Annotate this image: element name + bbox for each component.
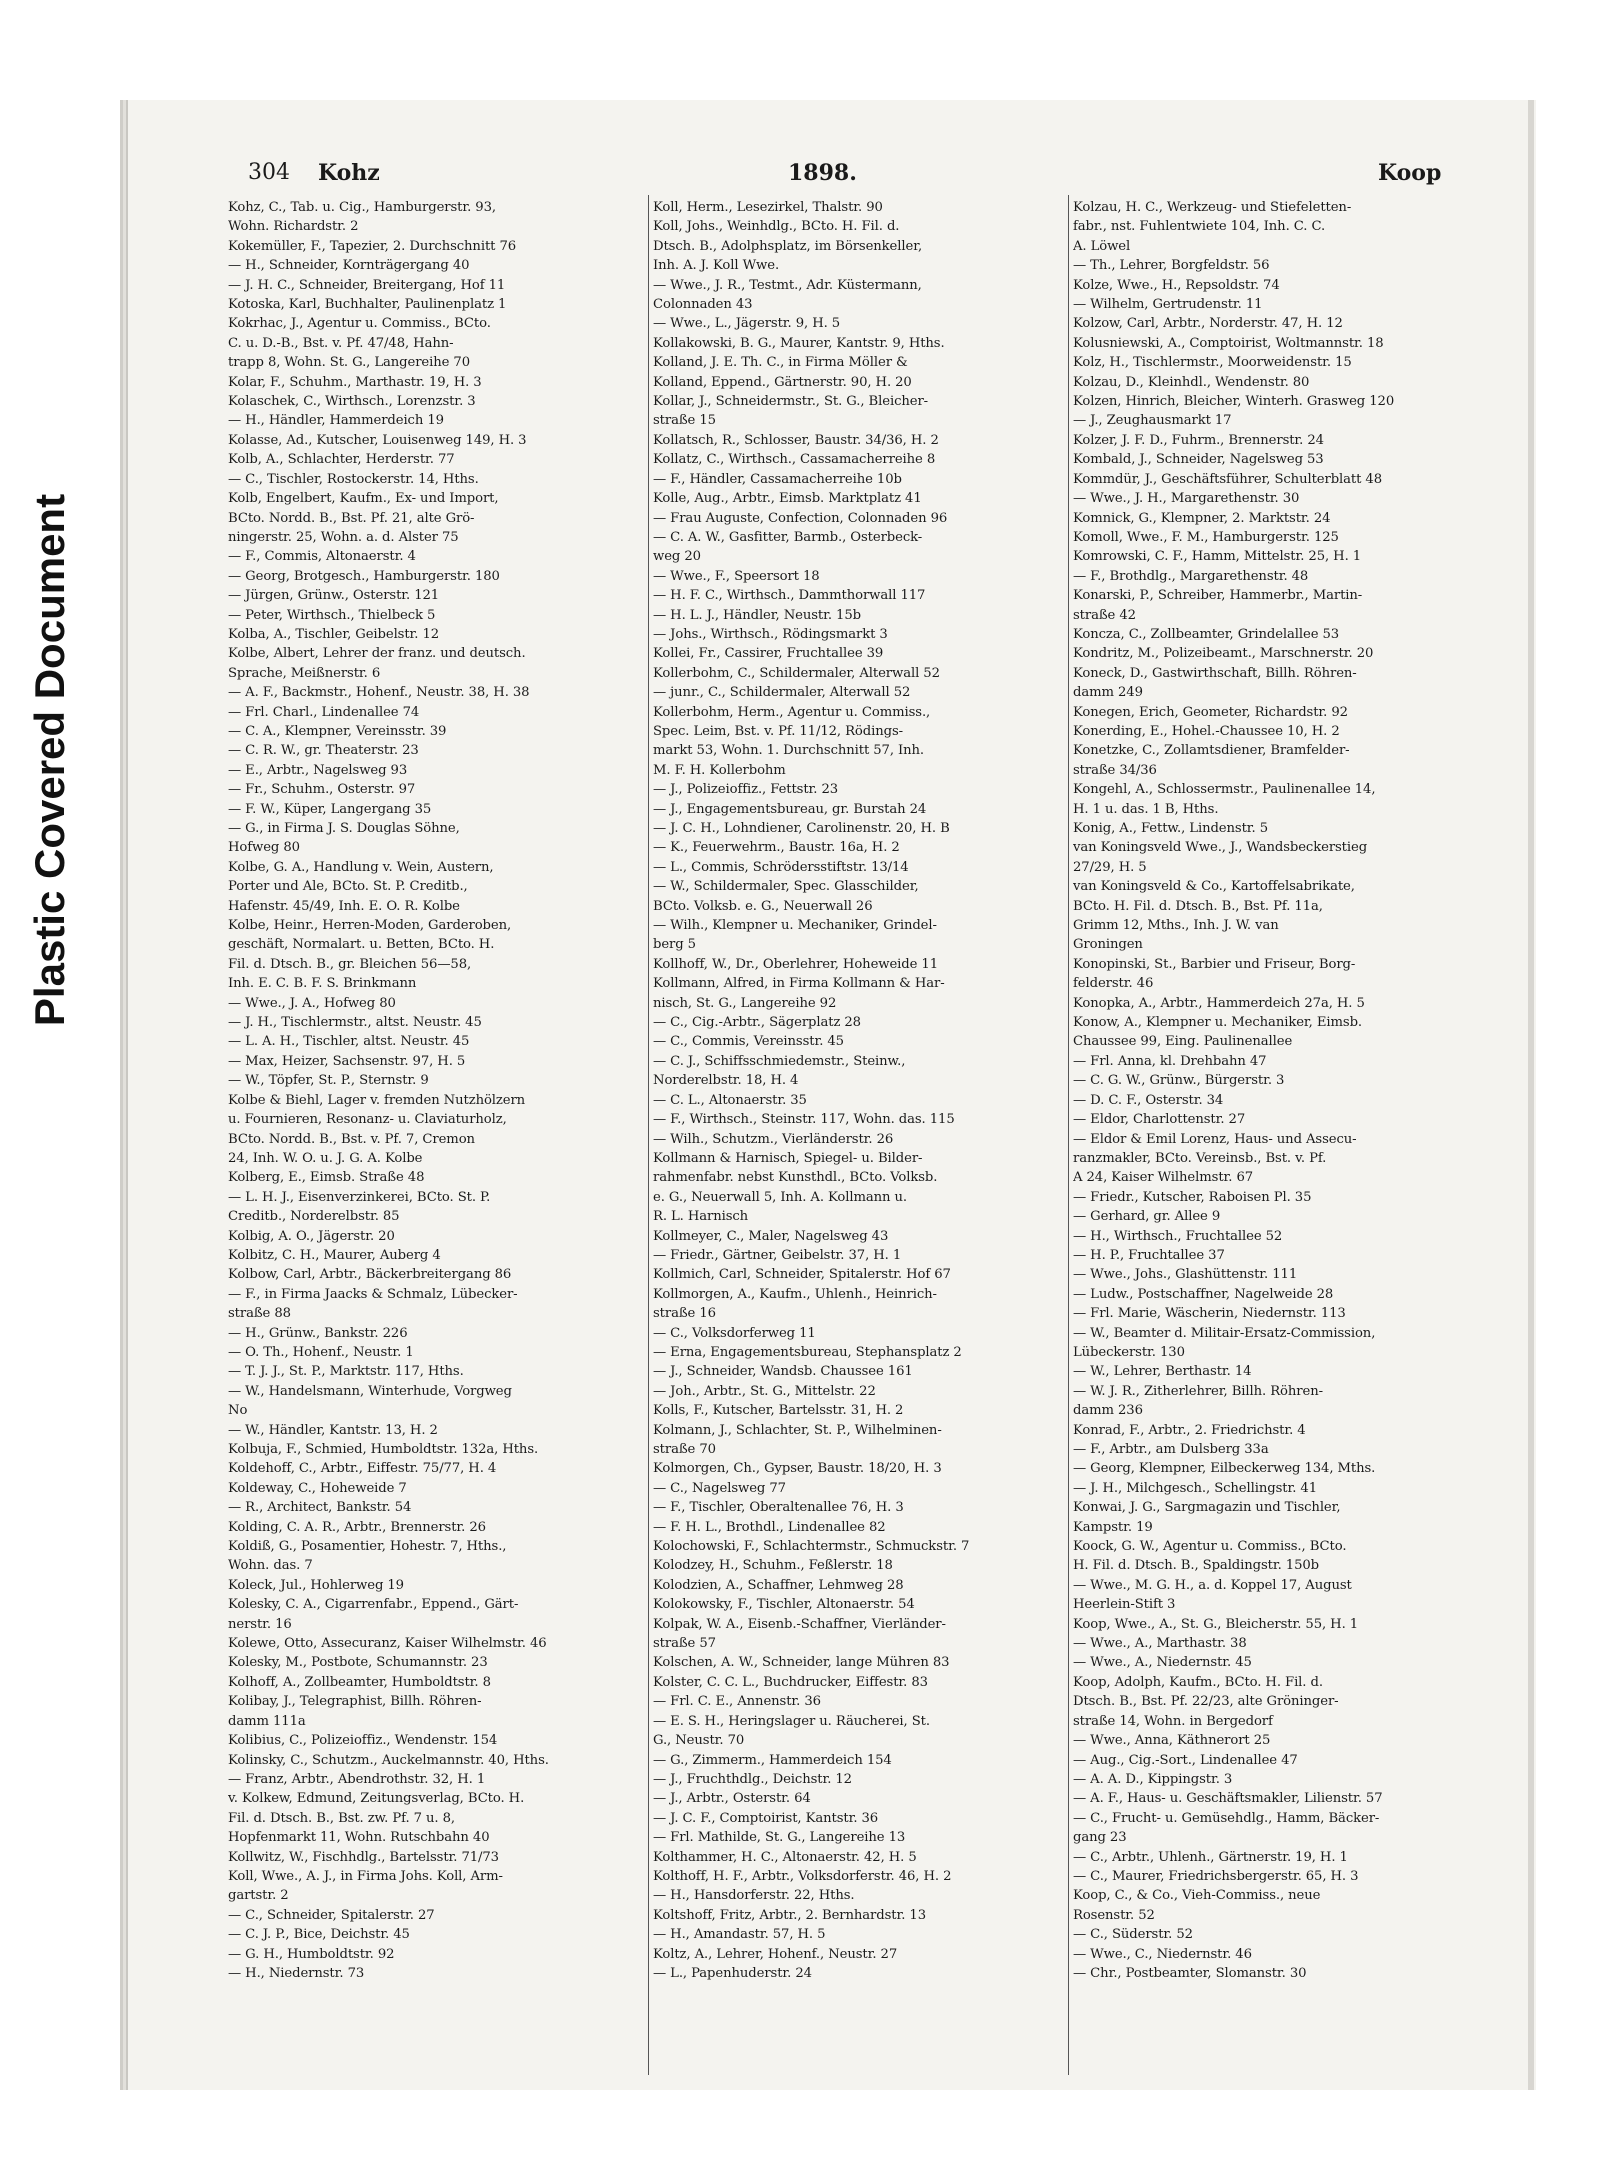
directory-entry-line: — C., Tischler, Rostockerstr. 14, Hths. (228, 471, 479, 487)
directory-entry-line: Konig, A., Fettw., Lindenstr. 5 (1073, 821, 1269, 836)
directory-entry-line: Sprache, Meißnerstr. 6 (228, 665, 381, 681)
directory-entry-line: Konrad, F., Arbtr., 2. Friedrichstr. 4 (1073, 1422, 1306, 1438)
directory-entry-line: — J., Engagementsbureau, gr. Burstah 24 (653, 801, 927, 817)
directory-entry-line: — W., Lehrer, Berthastr. 14 (1073, 1364, 1252, 1380)
directory-entry-line: — Wwe., F., Speersort 18 (653, 568, 820, 584)
directory-entry-line: — L., Papenhuderstr. 24 (653, 1965, 812, 1981)
directory-entry-line: No (228, 1403, 248, 1419)
directory-entry-line: — W., Händler, Kantstr. 13, H. 2 (228, 1422, 438, 1438)
directory-entry-line: Kampstr. 19 (1073, 1519, 1153, 1535)
directory-entry-line: BCto. H. Fil. d. Dtsch. B., Bst. Pf. 11a, (1073, 898, 1323, 914)
directory-entry-line: ningerstr. 25, Wohn. a. d. Alster 75 (228, 529, 459, 545)
directory-entry-line: Grimm 12, Mths., Inh. J. W. van (1073, 918, 1279, 934)
directory-entry-line: Hafenstr. 45/49, Inh. E. O. R. Kolbe (228, 898, 460, 914)
directory-entry-line: — C. G. W., Grünw., Bürgerstr. 3 (1073, 1073, 1285, 1089)
directory-entry-line: — H., Grünw., Bankstr. 226 (228, 1325, 408, 1341)
directory-entry-line: Kombald, J., Schneider, Nagelsweg 53 (1073, 452, 1324, 468)
directory-entry-line: Kokemüller, F., Tapezier, 2. Durchschnitt 76 (228, 238, 517, 254)
directory-column-1 (228, 198, 648, 1983)
directory-entry-line: — J., Schneider, Wandsb. Chaussee 161 (653, 1364, 913, 1380)
directory-entry-line: Koldehoff, C., Arbtr., Eiffestr. 75/77, H. 4 (228, 1461, 497, 1477)
directory-entry-line: — R., Architect, Bankstr. 54 (228, 1500, 412, 1516)
directory-entry-line: Colonnaden 43 (653, 297, 753, 313)
directory-entry-line: — Franz, Arbtr., Abendrothstr. 32, H. 1 (228, 1771, 486, 1787)
directory-entry-line: Koltshoff, Fritz, Arbtr., 2. Bernhardstr. 13 (653, 1907, 926, 1923)
directory-entry-line: — F., Händler, Cassamacherreihe 10b (653, 471, 902, 487)
directory-entry-line: — D. C. F., Osterstr. 34 (1073, 1092, 1224, 1108)
directory-entry-line: Koock, G. W., Agentur u. Commiss., BCto. (1073, 1539, 1347, 1555)
directory-entry-line: — E. S. H., Heringslager u. Räucherei, St. (653, 1713, 930, 1729)
directory-entry-line: Kokrhac, J., Agentur u. Commiss., BCto. (228, 316, 491, 332)
directory-entry-line: — Wwe., M. G. H., a. d. Koppel 17, August (1073, 1577, 1352, 1593)
directory-entry-line: Kolibius, C., Polizeioffiz., Wendenstr. 154 (228, 1733, 498, 1749)
directory-entry-line: — junr., C., Schildermaler, Alterwall 52 (653, 685, 911, 701)
directory-entry-line: straße 42 (1073, 607, 1136, 623)
directory-entry-line: Kolodzey, H., Schuhm., Feßlerstr. 18 (653, 1558, 893, 1574)
header-right-word: Koop (1378, 160, 1442, 186)
directory-entry-line: Kotoska, Karl, Buchhalter, Paulinenplatz 1 (228, 297, 507, 313)
directory-entry-line: — T. J. J., St. P., Marktstr. 117, Hths. (228, 1364, 464, 1380)
directory-entry-line: Konegen, Erich, Geometer, Richardstr. 92 (1073, 704, 1348, 720)
directory-entry-line: — L. A. H., Tischler, altst. Neustr. 45 (228, 1034, 470, 1050)
directory-entry-line: — Wwe., Anna, Käthnerort 25 (1073, 1733, 1271, 1749)
directory-entry-line: Koldeway, C., Hoheweide 7 (228, 1480, 407, 1496)
directory-entry-line: gang 23 (1073, 1830, 1127, 1846)
directory-entry-line: Kollmorgen, A., Kaufm., Uhlenh., Heinrich- (653, 1286, 937, 1302)
directory-entry-line: Chaussee 99, Eing. Paulinenallee (1073, 1034, 1293, 1050)
directory-entry-line: Koll, Herm., Lesezirkel, Thalstr. 90 (653, 200, 883, 215)
directory-entry-line: Norderelbstr. 18, H. 4 (653, 1073, 799, 1089)
directory-entry-line: Kolbow, Carl, Arbtr., Bäckerbreitergang 86 (228, 1267, 512, 1283)
directory-entry-line: Koltz, A., Lehrer, Hohenf., Neustr. 27 (653, 1946, 898, 1962)
directory-entry-line: Kolze, Wwe., H., Repsoldstr. 74 (1073, 277, 1280, 293)
directory-entry-line: geschäft, Normalart. u. Betten, BCto. H. (228, 937, 495, 953)
directory-entry-line: Kolzow, Carl, Arbtr., Norderstr. 47, H. 12 (1073, 316, 1343, 332)
directory-entry-line: e. G., Neuerwall 5, Inh. A. Kollmann u. (653, 1189, 908, 1205)
directory-entry-line: H. Fil. d. Dtsch. B., Spaldingstr. 150b (1073, 1558, 1320, 1574)
directory-entry-line: Hofweg 80 (228, 840, 300, 856)
directory-entry-line: 24, Inh. W. O. u. J. G. A. Kolbe (228, 1150, 423, 1166)
directory-entry-line: — Fr., Schuhm., Osterstr. 97 (228, 782, 416, 798)
directory-entry-line: Komoll, Wwe., F. M., Hamburgerstr. 125 (1073, 529, 1339, 545)
directory-entry-line: — J. H., Milchgesch., Schellingstr. 41 (1073, 1480, 1317, 1496)
directory-entry-line: Konerding, E., Hohel.-Chaussee 10, H. 2 (1073, 723, 1340, 739)
directory-entry-line: Komrowski, C. F., Hamm, Mittelstr. 25, H. 1 (1073, 549, 1362, 565)
directory-entry-line: van Koningsveld & Co., Kartoffelsabrikate, (1073, 879, 1355, 895)
directory-entry-line: Koncza, C., Zollbeamter, Grindelallee 53 (1073, 626, 1340, 642)
directory-entry-line: rahmenfabr. nebst Kunsthdl., BCto. Volksb. (653, 1170, 938, 1186)
directory-entry-line: damm 111a (228, 1713, 306, 1729)
directory-entry-line: — C., Schneider, Spitalerstr. 27 (228, 1907, 435, 1923)
directory-entry-line: — C., Volksdorferweg 11 (653, 1325, 816, 1341)
directory-entry-line: Kolewe, Otto, Assecuranz, Kaiser Wilhelmstr. 46 (228, 1636, 547, 1652)
directory-entry-line: Konetzke, C., Zollamtsdiener, Bramfelder- (1073, 743, 1350, 759)
directory-entry-line: — H., Amandastr. 57, H. 5 (653, 1927, 826, 1943)
directory-entry-line: — J., Fruchthdlg., Deichstr. 12 (653, 1771, 852, 1787)
directory-entry-line: Hopfenmarkt 11, Wohn. Rutschbahn 40 (228, 1830, 490, 1846)
directory-entry-line: damm 249 (1073, 685, 1143, 701)
directory-entry-line: Kollakowski, B. G., Maurer, Kantstr. 9, Hths. (653, 335, 945, 351)
directory-column-2 (653, 198, 1073, 1983)
directory-entry-line: Kollmich, Carl, Schneider, Spitalerstr. Hof 67 (653, 1267, 951, 1283)
directory-entry-line: Koop, C., & Co., Vieh-Commiss., neue (1073, 1888, 1321, 1904)
directory-entry-line: fabr., nst. Fuhlentwiete 104, Inh. C. C. (1073, 219, 1326, 235)
directory-entry-line: — L. H. J., Eisenverzinkerei, BCto. St. P. (228, 1189, 491, 1205)
directory-entry-line: — Erna, Engagementsbureau, Stephansplatz 2 (653, 1344, 962, 1360)
directory-entry-line: Kohz, C., Tab. u. Cig., Hamburgerstr. 93, (228, 200, 496, 215)
directory-entry-line: Kolb, A., Schlachter, Herderstr. 77 (228, 452, 455, 468)
directory-entry-line: — Wwe., C., Niedernstr. 46 (1073, 1946, 1252, 1962)
directory-entry-line: R. L. Harnisch (653, 1209, 749, 1225)
directory-entry-line: — Wwe., J. R., Testmt., Adr. Küstermann, (653, 277, 922, 293)
directory-entry-line: Kolb, Engelbert, Kaufm., Ex- und Import, (228, 491, 499, 507)
directory-column-3 (1073, 198, 1493, 1983)
directory-entry-line: — J. H. C., Schneider, Breitergang, Hof 11 (228, 277, 506, 293)
directory-entry-line: Kolmann, J., Schlachter, St. P., Wilhelminen- (653, 1422, 942, 1438)
header-left-word: Kohz (318, 160, 380, 186)
directory-entry-line: — H. L. J., Händler, Neustr. 15b (653, 607, 861, 623)
page-number: 304 (248, 160, 290, 185)
directory-entry-line: Kondritz, M., Polizeibeamt., Marschnerstr. 20 (1073, 646, 1374, 662)
directory-entry-line: — G., in Firma J. S. Douglas Söhne, (228, 821, 460, 836)
page-header (248, 160, 1442, 200)
directory-entry-line: Dtsch. B., Bst. Pf. 22/23, alte Gröninger- (1073, 1694, 1339, 1710)
directory-entry-line: — Friedr., Kutscher, Raboisen Pl. 35 (1073, 1189, 1312, 1205)
directory-entry-line: — F., Tischler, Oberaltenallee 76, H. 3 (653, 1500, 904, 1516)
directory-entry-line: — Wilh., Schutzm., Vierländerstr. 26 (653, 1131, 894, 1147)
directory-entry-line: — C. J., Schiffsschmiedemstr., Steinw., (653, 1053, 906, 1069)
directory-entry-line: Kolpak, W. A., Eisenb.-Schaffner, Vierländer- (653, 1616, 946, 1632)
directory-entry-line: — W. J. R., Zitherlehrer, Billh. Röhren- (1073, 1383, 1323, 1399)
directory-entry-line: Fil. d. Dtsch. B., gr. Bleichen 56—58, (228, 956, 472, 972)
directory-entry-line: Lübeckerstr. 130 (1073, 1344, 1185, 1360)
directory-entry-line: — J., Polizeioffiz., Fettstr. 23 (653, 782, 839, 798)
directory-entry-line: — Peter, Wirthsch., Thielbeck 5 (228, 607, 436, 623)
directory-entry-line: Koll, Wwe., A. J., in Firma Johs. Koll, Arm- (228, 1868, 503, 1884)
directory-entry-line: Kolbuja, F., Schmied, Humboldtstr. 132a, Hths. (228, 1442, 539, 1457)
directory-entry-line: Kolesky, M., Postbote, Schumannstr. 23 (228, 1655, 488, 1671)
directory-entry-line: weg 20 (653, 549, 701, 565)
directory-entry-line: Kolzau, D., Kleinhdl., Wendenstr. 80 (1073, 374, 1310, 390)
directory-entry-line: — H., Hansdorferstr. 22, Hths. (653, 1888, 855, 1904)
directory-entry-line: — A. F., Haus- u. Geschäftsmakler, Lilienstr. 57 (1073, 1791, 1383, 1807)
directory-entry-line: — H., Wirthsch., Fruchtallee 52 (1073, 1228, 1283, 1244)
directory-entry-line: Kolaschek, C., Wirthsch., Lorenzstr. 3 (228, 394, 476, 410)
directory-entry-line: A 24, Kaiser Wilhelmstr. 67 (1073, 1170, 1254, 1186)
directory-entry-line: — Georg, Klempner, Eilbeckerweg 134, Mths. (1073, 1461, 1376, 1477)
directory-entry-line: — J. C. F., Comptoirist, Kantstr. 36 (653, 1810, 879, 1826)
directory-entry-line: Kollhoff, W., Dr., Oberlehrer, Hoheweide 11 (653, 956, 938, 972)
directory-entry-line: straße 70 (653, 1442, 716, 1457)
directory-entry-line: — L., Commis, Schrödersstiftstr. 13/14 (653, 859, 909, 875)
directory-entry-line: — Georg, Brotgesch., Hamburgerstr. 180 (228, 568, 500, 584)
directory-entry-line: — Wwe., J. A., Hofweg 80 (228, 995, 396, 1011)
directory-entry-line: Konwai, J. G., Sargmagazin und Tischler, (1073, 1500, 1341, 1516)
directory-entry-line: G., Neustr. 70 (653, 1733, 745, 1749)
directory-entry-line: Kolbig, A. O., Jägerstr. 20 (228, 1228, 395, 1244)
directory-entry-line: — Max, Heizer, Sachsenstr. 97, H. 5 (228, 1053, 466, 1069)
directory-entry-line: — C. A. W., Gasfitter, Barmb., Osterbeck- (653, 529, 923, 545)
directory-entry-line: straße 57 (653, 1636, 716, 1652)
directory-entry-line: Kolasse, Ad., Kutscher, Louisenweg 149, H. 3 (228, 432, 527, 448)
directory-entry-line: Konarski, P., Schreiber, Hammerbr., Martin- (1073, 588, 1363, 604)
directory-entry-line: H. 1 u. das. 1 B, Hths. (1073, 801, 1219, 817)
directory-entry-line: Kolzer, J. F. D., Fuhrm., Brennerstr. 24 (1073, 432, 1324, 448)
directory-entry-line: Kolland, Eppend., Gärtnerstr. 90, H. 20 (653, 374, 912, 390)
directory-entry-line: — Wwe., J. H., Margarethenstr. 30 (1073, 491, 1300, 507)
directory-entry-line: Fil. d. Dtsch. B., Bst. zw. Pf. 7 u. 8, (228, 1810, 455, 1826)
directory-entry-line: — Eldor, Charlottenstr. 27 (1073, 1112, 1246, 1128)
column-divider (648, 195, 649, 2075)
directory-entry-line: — F., Brothdlg., Margarethenstr. 48 (1073, 568, 1309, 584)
directory-entry-line: Spec. Leim, Bst. v. Pf. 11/12, Rödings- (653, 723, 903, 739)
directory-entry-line: Kolding, C. A. R., Arbtr., Brennerstr. 26 (228, 1519, 486, 1535)
directory-entry-line: van Koningsveld Wwe., J., Wandsbeckerstieg (1073, 840, 1368, 856)
directory-entry-line: Kolba, A., Tischler, Geibelstr. 12 (228, 626, 440, 642)
directory-entry-line: — C., Commis, Vereinsstr. 45 (653, 1034, 844, 1050)
directory-entry-line: — J., Zeughausmarkt 17 (1073, 413, 1232, 429)
directory-entry-line: Koop, Wwe., A., St. G., Bleicherstr. 55, H. 1 (1073, 1616, 1359, 1632)
directory-entry-line: Kolzen, Hinrich, Bleicher, Winterh. Grasweg 120 (1073, 394, 1395, 410)
directory-entry-line: Kollatz, C., Wirthsch., Cassamacherreihe 8 (653, 452, 936, 468)
directory-entry-line: — Wilh., Klempner u. Mechaniker, Grindel- (653, 918, 937, 934)
directory-entry-line: — G. H., Humboldtstr. 92 (228, 1946, 395, 1962)
directory-entry-line: Wohn. das. 7 (228, 1558, 313, 1574)
directory-entry-line: trapp 8, Wohn. St. G., Langereihe 70 (228, 355, 470, 371)
directory-entry-line: — C. A., Klempner, Vereinsstr. 39 (228, 723, 447, 739)
directory-entry-line: 27/29, H. 5 (1073, 859, 1147, 875)
directory-entry-line: — F. W., Küper, Langergang 35 (228, 801, 432, 817)
directory-entry-line: Heerlein-Stift 3 (1073, 1597, 1176, 1613)
directory-entry-line: berg 5 (653, 937, 696, 953)
directory-entry-line: M. F. H. Kollerbohm (653, 762, 786, 778)
directory-entry-line: — C., Frucht- u. Gemüsehdlg., Hamm, Bäcker- (1073, 1810, 1380, 1826)
directory-entry-line: Kollerbohm, C., Schildermaler, Alterwall 52 (653, 665, 940, 681)
directory-entry-line: BCto. Nordd. B., Bst. v. Pf. 7, Cremon (228, 1131, 475, 1147)
directory-entry-line: — Wwe., A., Niedernstr. 45 (1073, 1655, 1252, 1671)
directory-entry-line: — H., Niedernstr. 73 (228, 1965, 365, 1981)
directory-entry-line: Kolle, Aug., Arbtr., Eimsb. Marktplatz 41 (653, 491, 922, 507)
directory-entry-line: Koleck, Jul., Hohlerweg 19 (228, 1577, 404, 1593)
directory-entry-line: Kollerbohm, Herm., Agentur u. Commiss., (653, 704, 931, 720)
directory-entry-line: — Gerhard, gr. Allee 9 (1073, 1209, 1221, 1225)
directory-entry-line: — F. H. L., Brothdl., Lindenallee 82 (653, 1519, 886, 1535)
directory-entry-line: Kolbitz, C. H., Maurer, Auberg 4 (228, 1247, 441, 1263)
directory-entry-line: — C. R. W., gr. Theaterstr. 23 (228, 743, 419, 759)
directory-entry-line: u. Fournieren, Resonanz- u. Claviaturholz, (228, 1112, 507, 1128)
directory-entry-line: Dtsch. B., Adolphsplatz, im Börsenkeller, (653, 238, 923, 254)
directory-entry-line: — C., Nagelsweg 77 (653, 1480, 786, 1496)
directory-entry-line: Kollei, Fr., Cassirer, Fruchtallee 39 (653, 646, 884, 662)
directory-entry-line: — K., Feuerwehrm., Baustr. 16a, H. 2 (653, 840, 900, 856)
directory-entry-line: Kollmeyer, C., Maler, Nagelsweg 43 (653, 1228, 889, 1244)
directory-entry-line: Inh. E. C. B. F. S. Brinkmann (228, 976, 417, 992)
directory-entry-line: Kollmann & Harnisch, Spiegel- u. Bilder- (653, 1150, 923, 1166)
directory-entry-line: damm 236 (1073, 1403, 1143, 1419)
directory-entry-line: — Chr., Postbeamter, Slomanstr. 30 (1073, 1965, 1307, 1981)
directory-entry-line: — J., Arbtr., Osterstr. 64 (653, 1791, 811, 1807)
directory-entry-line: Kolls, F., Kutscher, Bartelsstr. 31, H. 2 (653, 1403, 904, 1419)
directory-entry-line: — C., Maurer, Friedrichsbergerstr. 65, H. 3 (1073, 1868, 1359, 1884)
directory-entry-line: BCto. Volksb. e. G., Neuerwall 26 (653, 898, 873, 914)
directory-entry-line: Kolberg, E., Eimsb. Straße 48 (228, 1170, 425, 1186)
directory-entry-line: Groningen (1073, 937, 1143, 953)
directory-entry-line: — J. H., Tischlermstr., altst. Neustr. 45 (228, 1015, 482, 1031)
directory-entry-line: Kolokowsky, F., Tischler, Altonaerstr. 54 (653, 1597, 915, 1613)
directory-entry-line: — F., in Firma Jaacks & Schmalz, Lübecker- (228, 1286, 518, 1302)
directory-entry-line: Kolzau, H. C., Werkzeug- und Stiefeletten- (1073, 200, 1352, 215)
directory-entry-line: Koneck, D., Gastwirthschaft, Billh. Röhren- (1073, 665, 1357, 681)
directory-entry-line: — H. P., Fruchtallee 37 (1073, 1247, 1225, 1263)
directory-entry-line: Wohn. Richardstr. 2 (228, 219, 359, 235)
directory-entry-line: straße 15 (653, 413, 716, 429)
directory-entry-line: — Frl. Charl., Lindenallee 74 (228, 704, 420, 720)
directory-entry-line: — Th., Lehrer, Borgfeldstr. 56 (1073, 258, 1270, 274)
side-label (8, 360, 92, 1160)
directory-entry-line: Kolthammer, H. C., Altonaerstr. 42, H. 5 (653, 1849, 917, 1865)
directory-entry-line: — A. F., Backmstr., Hohenf., Neustr. 38, H. 38 (228, 685, 530, 701)
directory-entry-line: Kolbe & Biehl, Lager v. fremden Nutzhölzern (228, 1092, 526, 1108)
directory-entry-line: Porter und Ale, BCto. St. P. Creditb., (228, 879, 468, 895)
directory-entry-line: Kommdür, J., Geschäftsführer, Schulterblatt 48 (1073, 471, 1382, 487)
directory-entry-line: — W., Töpfer, St. P., Sternstr. 9 (228, 1073, 429, 1089)
directory-entry-line: — Wilhelm, Gertrudenstr. 11 (1073, 297, 1263, 313)
directory-entry-line: — C., Süderstr. 52 (1073, 1927, 1193, 1943)
side-label-text: Plastic Covered Document (26, 493, 74, 1027)
directory-entry-line: — Frl. C. E., Annenstr. 36 (653, 1694, 821, 1710)
directory-entry-line: — Frl. Mathilde, St. G., Langereihe 13 (653, 1830, 906, 1846)
directory-entry-line: Rosenstr. 52 (1073, 1907, 1155, 1923)
directory-entry-line: Kolusniewski, A., Comptoirist, Woltmannstr. 18 (1073, 335, 1384, 351)
directory-entry-line: — E., Arbtr., Nagelsweg 93 (228, 762, 408, 778)
directory-entry-line: Kolochowski, F., Schlachtermstr., Schmuckstr. 7 (653, 1539, 970, 1555)
directory-entry-line: — Joh., Arbtr., St. G., Mittelstr. 22 (653, 1383, 876, 1399)
directory-entry-line: — Aug., Cig.-Sort., Lindenallee 47 (1073, 1752, 1298, 1768)
directory-entry-line: — Wwe., A., Marthastr. 38 (1073, 1636, 1247, 1652)
directory-entry-line: straße 34/36 (1073, 762, 1157, 778)
directory-entry-line: Komnick, G., Klempner, 2. Marktstr. 24 (1073, 510, 1331, 526)
directory-entry-line: Kolthoff, H. F., Arbtr., Volksdorferstr. 46, H. 2 (653, 1868, 952, 1884)
directory-entry-line: — W., Beamter d. Militair-Ersatz-Commission, (1073, 1325, 1376, 1341)
page-edge (1528, 100, 1534, 2090)
directory-entry-line: — A. A. D., Kippingstr. 3 (1073, 1771, 1233, 1787)
directory-entry-line: — Friedr., Gärtner, Geibelstr. 37, H. 1 (653, 1247, 902, 1263)
directory-entry-line: — Frau Auguste, Confection, Colonnaden 96 (653, 510, 948, 526)
directory-entry-line: gartstr. 2 (228, 1888, 289, 1904)
directory-entry-line: Koldiß, G., Posamentier, Hohestr. 7, Hths., (228, 1539, 507, 1555)
directory-entry-line: — Jürgen, Grünw., Osterstr. 121 (228, 588, 440, 604)
directory-entry-line: Kolland, J. E. Th. C., in Firma Möller & (653, 355, 908, 371)
directory-entry-line: — W., Handelsmann, Winterhude, Vorgweg (228, 1383, 512, 1399)
directory-entry-line: straße 14, Wohn. in Bergedorf (1073, 1713, 1273, 1729)
header-year: 1898. (788, 160, 857, 186)
directory-entry-line: — O. Th., Hohenf., Neustr. 1 (228, 1344, 414, 1360)
directory-entry-line: — H., Händler, Hammerdeich 19 (228, 413, 444, 429)
directory-entry-line: — Frl. Anna, kl. Drehbahn 47 (1073, 1053, 1267, 1069)
directory-entry-line: C. u. D.-B., Bst. v. Pf. 47/48, Hahn- (228, 335, 454, 351)
directory-entry-line: v. Kolkew, Edmund, Zeitungsverlag, BCto. H. (228, 1791, 525, 1807)
directory-entry-line: — Ludw., Postschaffner, Nagelweide 28 (1073, 1286, 1334, 1302)
directory-entry-line: — C., Cig.-Arbtr., Sägerplatz 28 (653, 1015, 861, 1031)
directory-entry-line: straße 88 (228, 1306, 291, 1322)
directory-entry-line: Kolmorgen, Ch., Gypser, Baustr. 18/20, H. 3 (653, 1461, 942, 1477)
directory-entry-line: nerstr. 16 (228, 1616, 292, 1632)
directory-entry-line: — C. L., Altonaerstr. 35 (653, 1092, 807, 1108)
directory-entry-line: — C., Arbtr., Uhlenh., Gärtnerstr. 19, H. 1 (1073, 1849, 1348, 1865)
directory-entry-line: Kongehl, A., Schlossermstr., Paulinenallee 14, (1073, 782, 1376, 798)
directory-entry-line: Kolbe, G. A., Handlung v. Wein, Austern, (228, 859, 494, 875)
directory-entry-line: Kolibay, J., Telegraphist, Billh. Röhren- (228, 1694, 482, 1710)
directory-entry-line: Inh. A. J. Koll Wwe. (653, 258, 780, 274)
directory-entry-line: — J. C. H., Lohndiener, Carolinenstr. 20, H. B (653, 821, 950, 836)
directory-entry-line: Kolster, C. C. L., Buchdrucker, Eiffestr. 83 (653, 1674, 928, 1690)
directory-entry-line: Kolschen, A. W., Schneider, lange Mühren 83 (653, 1655, 950, 1671)
directory-entry-line: Kolar, F., Schuhm., Marthastr. 19, H. 3 (228, 374, 482, 390)
directory-entry-line: — C. J. P., Bice, Deichstr. 45 (228, 1927, 410, 1943)
directory-entry-line: Kollmann, Alfred, in Firma Kollmann & Har- (653, 976, 945, 992)
directory-entry-line: Kolinsky, C., Schutzm., Auckelmannstr. 40, Hths. (228, 1752, 549, 1768)
directory-entry-line: Konow, A., Klempner u. Mechaniker, Eimsb. (1073, 1015, 1363, 1031)
directory-entry-line: — H., Schneider, Kornträgergang 40 (228, 258, 470, 274)
directory-entry-line: Kolesky, C. A., Cigarrenfabr., Eppend., Gärt- (228, 1597, 519, 1613)
directory-entry-line: BCto. Nordd. B., Bst. Pf. 21, alte Grö- (228, 510, 475, 526)
directory-entry-line: — F., Commis, Altonaerstr. 4 (228, 549, 416, 565)
directory-entry-line: — F., Arbtr., am Dulsberg 33a (1073, 1442, 1269, 1457)
directory-entry-line: markt 53, Wohn. 1. Durchschnitt 57, Inh. (653, 743, 925, 759)
directory-entry-line: Kolbe, Albert, Lehrer der franz. und deutsch. (228, 646, 526, 662)
directory-entry-line: nisch, St. G., Langereihe 92 (653, 995, 837, 1011)
directory-entry-line: Koop, Adolph, Kaufm., BCto. H. Fil. d. (1073, 1674, 1323, 1690)
directory-entry-line: — Eldor & Emil Lorenz, Haus- und Assecu- (1073, 1131, 1357, 1147)
directory-entry-line: — F., Wirthsch., Steinstr. 117, Wohn. das. 115 (653, 1112, 955, 1128)
directory-page (128, 100, 1536, 2090)
directory-entry-line: — H. F. C., Wirthsch., Dammthorwall 117 (653, 588, 926, 604)
directory-entry-line: Kolz, H., Tischlermstr., Moorweidenstr. 15 (1073, 355, 1352, 371)
directory-entry-line: Kolbe, Heinr., Herren-Moden, Garderoben, (228, 918, 512, 934)
directory-entry-line: Konopinski, St., Barbier und Friseur, Borg- (1073, 956, 1356, 972)
directory-entry-line: — G., Zimmerm., Hammerdeich 154 (653, 1752, 892, 1768)
directory-entry-line: Kollwitz, W., Fischhdlg., Bartelsstr. 71/73 (228, 1849, 499, 1865)
directory-entry-line: Creditb., Norderelbstr. 85 (228, 1209, 400, 1225)
directory-entry-line: felderstr. 46 (1073, 976, 1154, 992)
directory-entry-line: — Wwe., L., Jägerstr. 9, H. 5 (653, 316, 841, 332)
directory-entry-line: — Frl. Marie, Wäscherin, Niedernstr. 113 (1073, 1306, 1346, 1322)
directory-entry-line: A. Löwel (1073, 238, 1131, 254)
directory-entry-line: — Wwe., Johs., Glashüttenstr. 111 (1073, 1267, 1298, 1283)
directory-entry-line: — W., Schildermaler, Spec. Glasschilder, (653, 879, 919, 895)
directory-entry-line: Kollar, J., Schneidermstr., St. G., Bleicher- (653, 394, 929, 410)
directory-entry-line: ranzmakler, BCto. Vereinsb., Bst. v. Pf. (1073, 1150, 1327, 1166)
directory-entry-line: Konopka, A., Arbtr., Hammerdeich 27a, H. 5 (1073, 995, 1365, 1011)
directory-entry-line: Kolhoff, A., Zollbeamter, Humboldtstr. 8 (228, 1674, 491, 1690)
directory-entry-line: Kollatsch, R., Schlosser, Baustr. 34/36, H. 2 (653, 432, 939, 448)
directory-entry-line: Kolodzien, A., Schaffner, Lehmweg 28 (653, 1577, 904, 1593)
directory-entry-line: — Johs., Wirthsch., Rödingsmarkt 3 (653, 626, 888, 642)
directory-entry-line: Koll, Johs., Weinhdlg., BCto. H. Fil. d. (653, 219, 900, 235)
directory-entry-line: straße 16 (653, 1306, 716, 1322)
